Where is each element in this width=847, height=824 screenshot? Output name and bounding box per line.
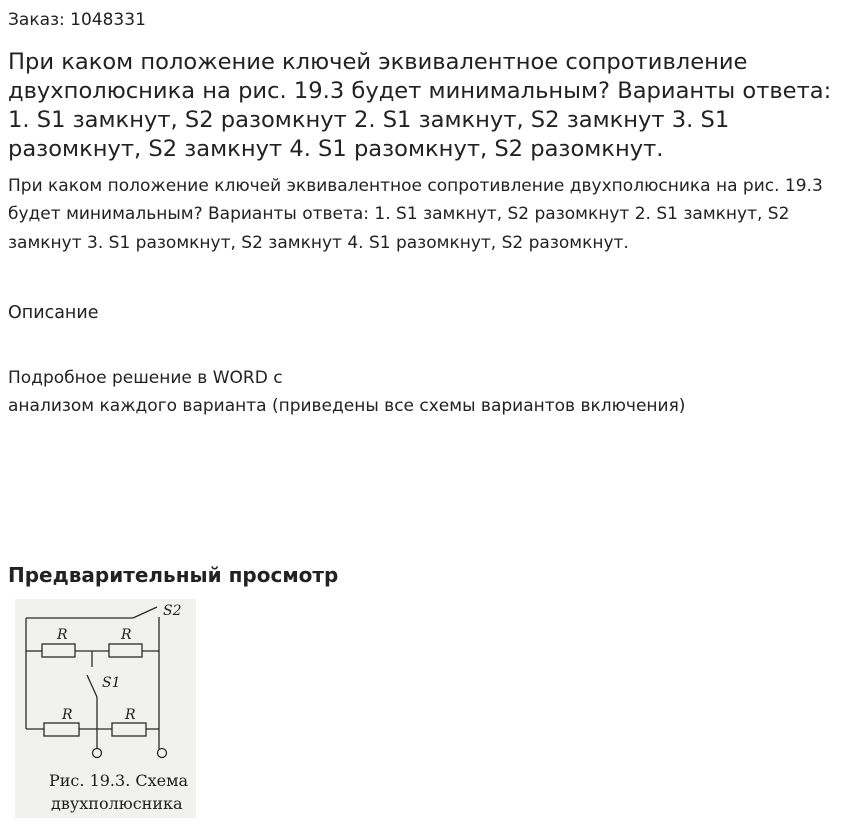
preview-heading: Предварительный просмотр [8, 563, 339, 587]
description-text [8, 364, 685, 420]
figure-caption-line-2: двухполюсника [51, 794, 183, 813]
label-r-bottom-left: R [62, 707, 73, 723]
terminal-right [158, 749, 167, 758]
resistor-top-right [109, 644, 142, 657]
label-r-top-left: R [57, 627, 68, 643]
figure-caption-line-1: Рис. 19.3. Схема [49, 771, 189, 790]
order-number: Заказ: 1048331 [8, 10, 146, 30]
label-r-bottom-right: R [125, 707, 136, 723]
resistor-top-left [42, 644, 75, 657]
description-line-2: анализом каждого варианта (приведены все схемы вариантов включения) [8, 396, 686, 416]
circuit-diagram [15, 599, 196, 818]
description-line-1: Подробное решение в WORD с [8, 368, 283, 388]
page-title: При каком положение ключей эквивалентное сопротивление двухполюсника на рис. 19.3 будет минимальным? Варианты ответа: 1. S1 замкнут, S2 разомкнут 2. S1 замкнут, S2 замкнут 3. S1 разомкнут, S2 замкнут 4. S1 разомкнут, S2 разомкнут. [8, 49, 832, 162]
question-text: При каком положение ключей эквивалентное сопротивление двухполюсника на рис. 19.3 будет минимальным? Варианты ответа: 1. S1 замкнут, S2 разомкнут 2. S1 замкнут, S2 замкнут 3. S1 разомкнут, S2 замкнут 4. S1 разомкнут, S2 разомкнут. [8, 176, 823, 253]
switch-s2-blade [133, 607, 157, 618]
resistor-bottom-right [112, 723, 146, 736]
label-r-top-right: R [121, 627, 132, 643]
switch-s1-blade [87, 675, 97, 697]
resistor-bottom-left [44, 723, 79, 736]
terminal-left [93, 749, 102, 758]
label-s1: S1 [102, 675, 121, 691]
label-s2: S2 [163, 603, 182, 619]
description-label: Описание [8, 303, 99, 323]
circuit-preview-image[interactable] [15, 599, 196, 818]
